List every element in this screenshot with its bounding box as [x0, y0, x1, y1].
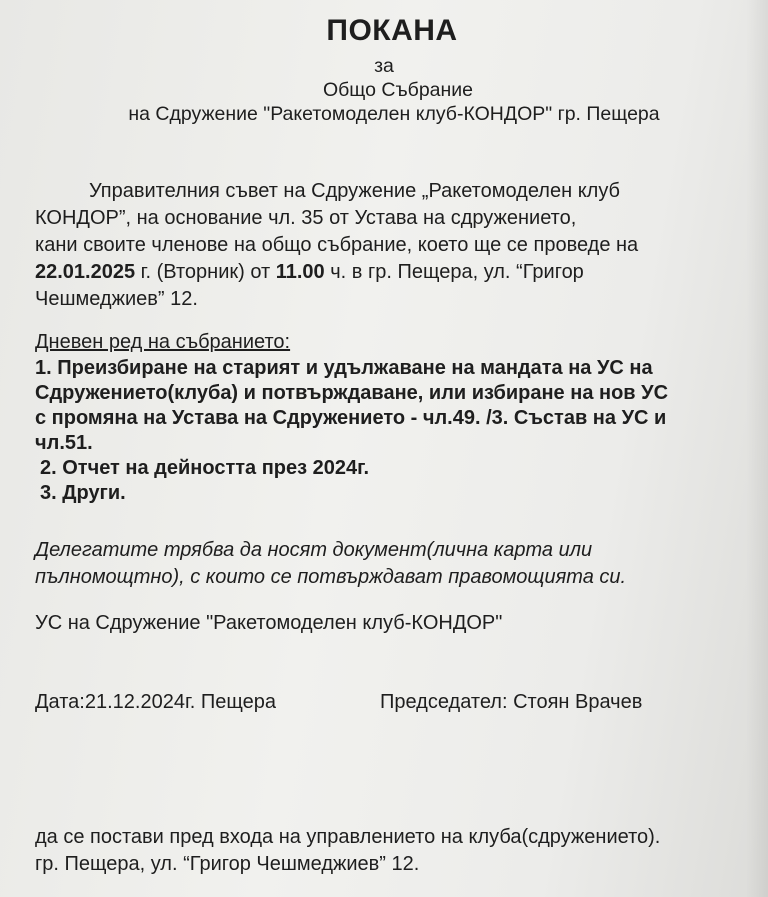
agenda-heading: Дневен ред на събранието: [35, 331, 291, 353]
header-line-assembly: Общо Събрание [322, 79, 474, 101]
agenda-list [35, 356, 668, 506]
agenda-item-2: 2. Отчет на дейността през 2024г. [40, 457, 370, 479]
intro-line-5: Чешмеджиев” 12. [35, 288, 198, 310]
meeting-time: 11.00 [275, 261, 325, 283]
agenda-item-1-line-4: чл.51. [35, 432, 93, 454]
agenda-item-3: 3. Други. [40, 482, 126, 504]
agenda-item-1-line-3: с промяна на Устава на Сдружението - чл.49. /3. Състав на УС и [35, 407, 667, 429]
agenda-item-1-line-1: 1. Преизбиране на старият и удължаване на мандата на УС на [35, 357, 653, 379]
header-line-organization: на Сдружение "Ракетомоделен клуб-КОНДОР" гр. Пещера [128, 103, 660, 125]
note-line-2: пълномощтно), с които се потвърждават правомощията си. [35, 566, 627, 588]
intro-line-3: кани своите членове на общо събрание, което ще се проведе на [35, 234, 639, 256]
intro-line-1: Управителния съвет на Сдружение „Ракетомоделен клуб [89, 180, 621, 202]
date-place: Дата:21.12.2024г. Пещера [35, 691, 277, 713]
footer-note [35, 824, 660, 878]
paper-edge-shadow [746, 0, 768, 897]
intro-line-4-mid: г. (Вторник) от [135, 261, 276, 283]
intro-paragraph [35, 178, 638, 313]
agenda-item-1-line-2: Сдружението(клуба) и потвърждаване, или избиране на нов УС [35, 382, 669, 404]
note-line-1: Делегатите трябва да носят документ(лична карта или [35, 539, 593, 561]
intro-line-4 [35, 259, 638, 286]
header-line-for: за [374, 55, 394, 77]
board-signature: УС на Сдружение "Ракетомоделен клуб-КОНДОР" [35, 612, 503, 634]
intro-line-2: КОНДОР”, на основание чл. 35 от Устава на сдружението, [35, 207, 577, 229]
footer-line-2: гр. Пещера, ул. “Григор Чешмеджиев” 12. [35, 853, 420, 875]
footer-line-1: да се постави пред входа на управлението на клуба(сдружението). [35, 826, 661, 848]
intro-line-4-end: ч. в гр. Пещера, ул. “Григор [324, 261, 584, 283]
meeting-date: 22.01.2025 [35, 261, 136, 283]
delegates-note [35, 537, 626, 591]
document-title: ПОКАНА [326, 14, 458, 47]
chairman-signature: Председател: Стоян Врачев [380, 691, 643, 713]
